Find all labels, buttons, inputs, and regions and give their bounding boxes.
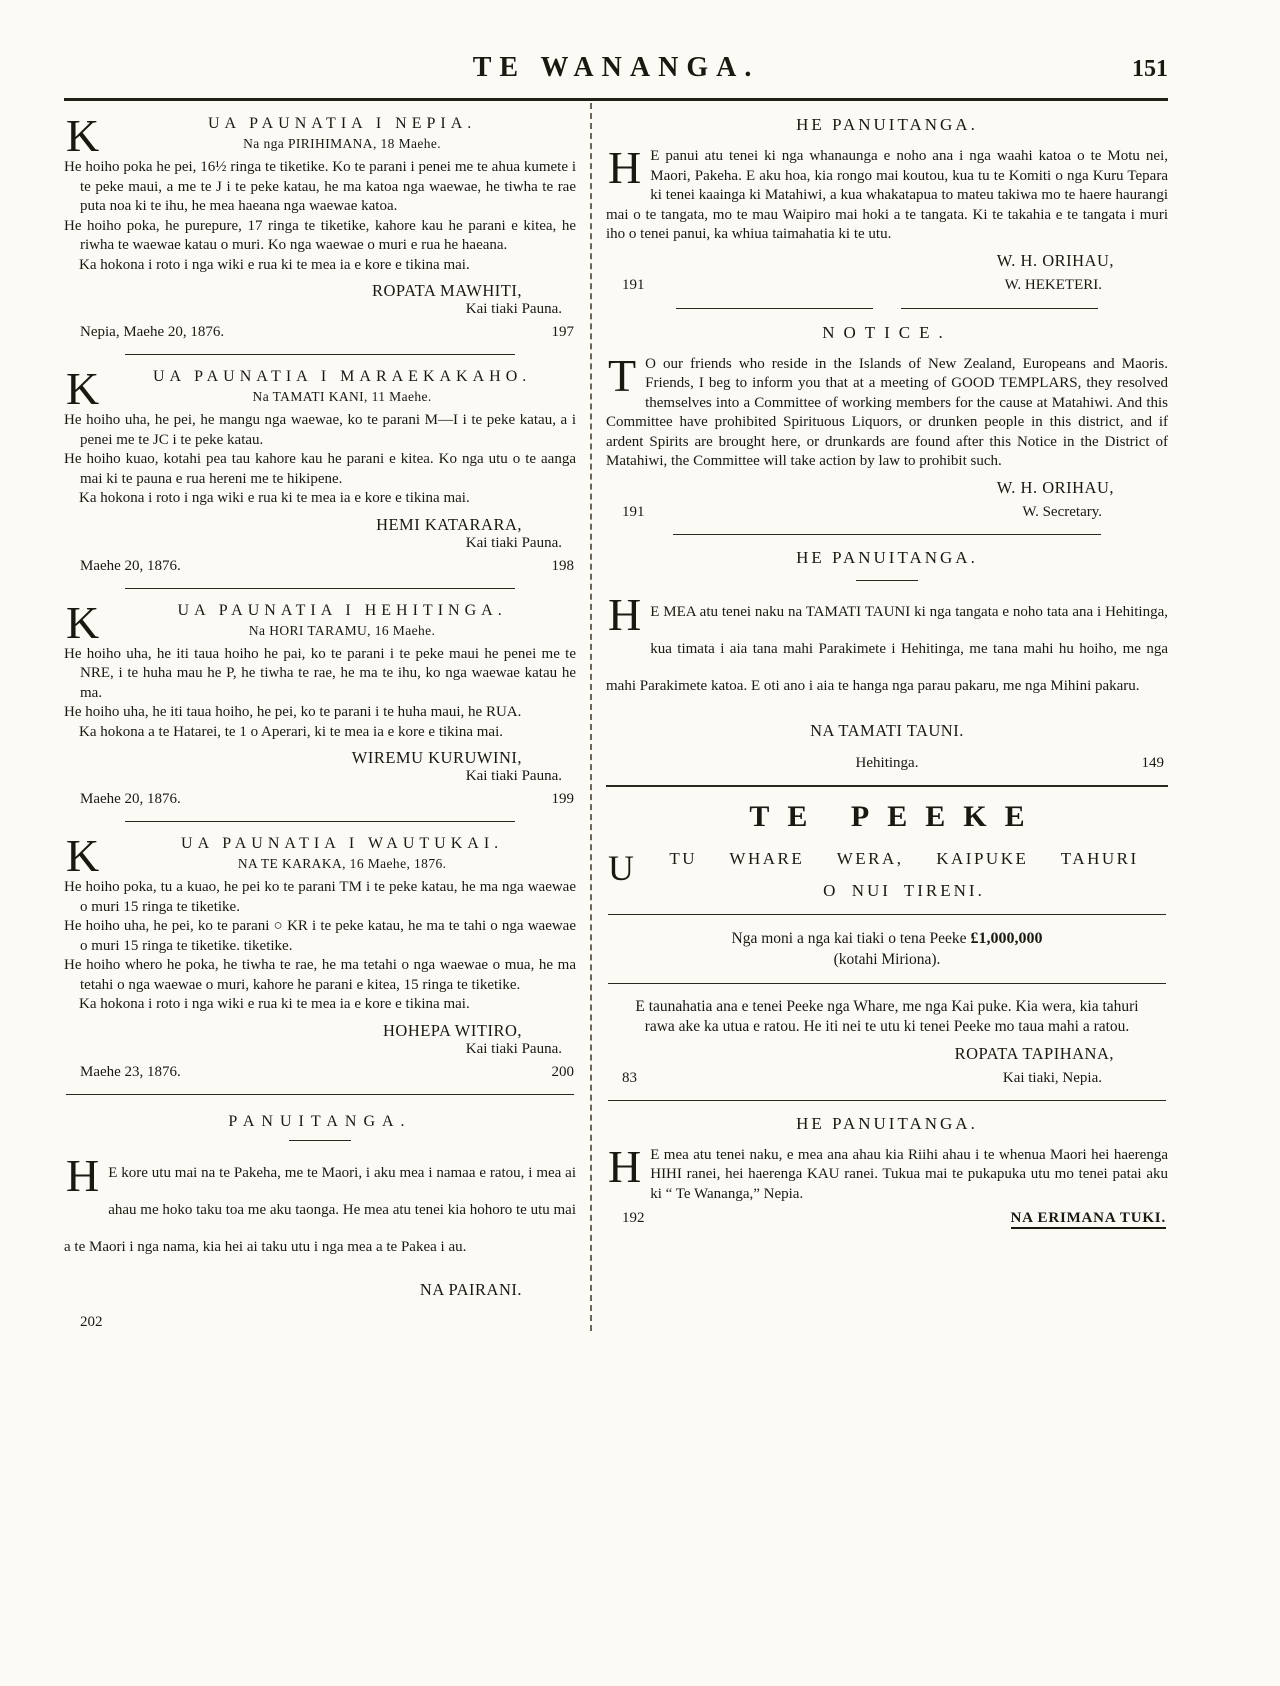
notice-number: 192 xyxy=(622,1210,645,1226)
notice-heading-block xyxy=(64,830,576,881)
notice-text: E MEA atu tenei naku na TAMATI TAUNI ki nga tangata e noho tata ana i Hehitinga, kua timata i aia tana mahi Parakimete i Hehitinga, me tana mahi hu hoiho, me nga mahi Parakimete katoa. E oti ano i aia te hanga nga parau pakaru, me nga Mihini pakaru. xyxy=(606,603,1168,694)
dropcap-letter: K xyxy=(66,110,100,161)
masthead xyxy=(64,52,1168,94)
notice-text: E kore utu mai na te Pakeha, me te Maori, i aku mea i namaa e ratou, i mea ai ahau me hoko taku toa me aku taonga. He mea atu tenei kia hohoro te utu mai a te Maori i nga nama, kia hei ai taku utu i nga mea a te Pakea i au. xyxy=(64,1164,576,1255)
signature-role: Kai tiaki Pauna. xyxy=(465,301,562,317)
notice-footer xyxy=(64,558,576,575)
advert-capital-line xyxy=(606,928,1168,970)
signature-role: W. HEKETERI. xyxy=(1004,276,1102,293)
notice-paragraph: Ka hokona i roto i nga wiki e rua ki te mea ia e kore e tikina mai. xyxy=(79,996,470,1012)
horizontal-rule xyxy=(606,785,1168,787)
notice-paragraph: He hoiho uha, he iti taua hoiho, he pei, ko te parani i te huha maui, he RUA. xyxy=(64,704,522,720)
notice-heading: HE PANUITANGA. xyxy=(796,115,978,134)
notice-heading-block xyxy=(64,596,576,648)
dropcap-letter: H xyxy=(608,588,642,640)
signature-name: HOHEPA WITIRO, xyxy=(382,1020,522,1040)
notice-byline: Na nga PIRIHIMANA, 18 Maehe. xyxy=(243,136,442,151)
notice-footer xyxy=(606,1210,1168,1229)
notice-heading: UA PAUNATIA I NEPIA. xyxy=(207,115,477,132)
horizontal-rule xyxy=(125,354,514,355)
notice-footer xyxy=(64,1314,576,1331)
signature-name: W. H. ORIHAU, xyxy=(996,250,1114,270)
heading-rule xyxy=(856,580,918,581)
dropcap-letter: U xyxy=(608,847,634,888)
notice-date: Nepia, Maehe 20, 1876. xyxy=(80,324,225,340)
notice-heading-block xyxy=(64,363,576,414)
dropcap-letter: K xyxy=(66,596,100,648)
notice-paragraph: He hoiho kuao, kotahi pea tau kahore kau he parani e kitea. Ko nga utu o te aanga mai ki te pauna e rua hereni me te hikipene. xyxy=(64,451,576,487)
notice-number: 198 xyxy=(551,557,574,574)
left-column xyxy=(64,103,580,1331)
signature-name: NA ERIMANA TUKI. xyxy=(1011,1210,1166,1229)
dropcap-letter: H xyxy=(66,1149,100,1201)
notice-paragraph xyxy=(606,1140,1168,1205)
notice-paragraph: He hoiho poka he pei, 16½ ringa te tiketike. Ko te parani i penei me te ahua kumete i te peke maui, a me te J i te peke katau, he ma katoa nga waewae, he tiwha te rae puta noa ki te ihu, he mea haeana nga waewae katoa. xyxy=(64,159,576,214)
advert-subtitle-block xyxy=(606,846,1168,901)
notice-paragraph: He hoiho uha, he pei, ko te parani ○ KR i te peke katau, he ma te tahi o nga waewae o muri 15 ringa te tiketike. tiketike. xyxy=(64,918,576,954)
signature-name: ROPATA TAPIHANA, xyxy=(954,1043,1114,1063)
signature-role: Kai tiaki Pauna. xyxy=(465,534,562,551)
dropcap-letter: H xyxy=(608,1140,642,1192)
notice-footer xyxy=(606,1070,1168,1087)
horizontal-rule xyxy=(125,588,514,589)
signature-name: WIREMU KURUWINI, xyxy=(351,748,522,767)
columns xyxy=(64,103,1168,1331)
notice-paragraph: He hoiho poka, he purepure, 17 ringa te tiketike, kahore kau he parani e kitea, he riwha te waewae katau o muri. Ko nga waewae o muri e rua he haeana. xyxy=(64,217,576,253)
notice-paragraph: He hoiho whero he poka, he tiwha te rae, he ma tetahi o nga waewae o mua, he ma tetahi o nga waewae o muri, kahore he parani e kitea, 15 ringa te tiketike. xyxy=(64,957,576,993)
notice-footer xyxy=(606,504,1168,521)
signature-role: Kai tiaki, Nepia. xyxy=(1002,1069,1102,1086)
notice-number: 191 xyxy=(622,276,645,293)
advert-subtitle-line2: O NUI TIRENI. xyxy=(823,880,985,900)
notice-byline: NA TE KARAKA, 16 Maehe, 1876. xyxy=(237,856,447,871)
notice-byline: Na HORI TARAMU, 16 Maehe. xyxy=(248,622,436,638)
signature-role: Kai tiaki Pauna. xyxy=(465,1040,562,1057)
notice-te-peeke xyxy=(606,800,1168,1087)
signature-name: NA TAMATI TAUNI. xyxy=(810,720,964,740)
notice-paragraph: He hoiho uha, he iti taua hoiho he pai, ko te parani i te peke maui he penei me te NRE, i te huha mau he P, he tiwha te rae, he ma te ihu, ko nga waewae katau he ma. xyxy=(64,645,576,701)
signature-name: W. H. ORIHAU, xyxy=(996,477,1114,497)
notice-place: Hehitinga. xyxy=(855,754,919,771)
dropcap-letter: K xyxy=(66,363,100,414)
notice-paragraph xyxy=(606,588,1168,705)
dropcap-letter: H xyxy=(608,142,642,193)
notice-good-templars xyxy=(606,323,1168,521)
notice-paragraph: Ka hokona a te Hatarei, te 1 o Aperari, ki te mea ia e kore e tikina mai. xyxy=(79,723,503,740)
horizontal-rule-pair xyxy=(676,308,1098,309)
signature-role: Kai tiaki Pauna. xyxy=(465,768,562,784)
notice-footer xyxy=(606,755,1168,772)
notice-footer xyxy=(606,277,1168,294)
notice-paunatia-wautukai xyxy=(64,830,576,1081)
signature-role: W. Secretary. xyxy=(1022,503,1102,520)
horizontal-rule xyxy=(608,983,1166,984)
notice-paragraph xyxy=(606,142,1168,245)
notice-heading: UA PAUNATIA I WAUTUKAI. xyxy=(181,835,504,852)
notice-byline: Na TAMATI KANI, 11 Maehe. xyxy=(252,389,432,404)
newspaper-title: TE WANANGA. xyxy=(472,52,760,83)
horizontal-rule xyxy=(66,1094,574,1095)
capital-amount: £1,000,000 xyxy=(970,929,1043,947)
notice-heading: UA PAUNATIA I MARAEKAKAHO. xyxy=(152,368,532,385)
notice-paragraph xyxy=(606,349,1168,472)
advert-title: TE PEEKE xyxy=(749,799,1043,833)
notice-text: O our friends who reside in the Islands of New Zealand, Europeans and Maoris. Friends, I beg to inform you that at a meeting of GOOD TEMPLARS, they resolved themselves into a Committee of working members for the cause at Matahiwi. And this Committee have prohibited Spirituous Liquors, or drunken people in this district, and if ardent Spirits are brought here, or drunkards are found after this Notice in the District of Matahiwi, the Committee will take action by law to prohibit such. xyxy=(606,355,1168,469)
notice-number: 83 xyxy=(622,1069,637,1086)
horizontal-rule xyxy=(608,914,1166,915)
notice-paragraph: Ka hokona i roto i nga wiki e rua ki te mea ia e kore e tikina mai. xyxy=(79,256,470,273)
notice-footer xyxy=(64,791,576,808)
notice-paragraph xyxy=(64,1149,576,1266)
notice-footer xyxy=(64,324,576,341)
notice-panuitanga-pairani xyxy=(64,1113,576,1331)
masthead-rule xyxy=(64,98,1168,101)
notice-he-panuitanga-tauni xyxy=(606,548,1168,772)
signature-name: HEMI KATARARA, xyxy=(376,514,522,534)
notice-heading-block xyxy=(64,110,576,161)
notice-paragraph: Ka hokona i roto i nga wiki e rua ki te mea ia e kore e tikina mai. xyxy=(79,490,470,506)
notice-paragraph: He hoiho poka, tu a kuao, he pei ko te parani TM i te peke katau, he ma nga waewae o muri 15 ringa te tiketike. xyxy=(64,879,576,915)
capital-text: Nga moni a nga kai tiaki o tena Peeke xyxy=(731,929,967,947)
notice-paragraph: He hoiho uha, he pei, he mangu nga waewae, ko te parani M—I i te peke katau, a i penei me te JC i te peke katau. xyxy=(64,412,576,448)
notice-number: 200 xyxy=(551,1063,574,1080)
signature-name: NA PAIRANI. xyxy=(419,1279,522,1299)
notice-number: 202 xyxy=(80,1313,103,1330)
notice-number: 149 xyxy=(1141,754,1164,771)
notice-number: 199 xyxy=(551,791,574,807)
notice-date: Maehe 23, 1876. xyxy=(80,1063,181,1080)
notice-heading: NOTICE. xyxy=(822,322,952,342)
horizontal-rule xyxy=(673,534,1100,535)
capital-note: (kotahi Miriona). xyxy=(833,950,941,968)
notice-footer xyxy=(64,1064,576,1081)
notice-number: 197 xyxy=(551,324,574,340)
notice-number: 191 xyxy=(622,503,645,520)
horizontal-rule xyxy=(608,1100,1166,1101)
dropcap-letter: T xyxy=(608,349,637,401)
notice-paunatia-nepia xyxy=(64,110,576,341)
right-column xyxy=(604,103,1168,1331)
notice-text: E mea atu tenei naku, e mea ana ahau kia Riihi ahau i te whenua Maori hei haerenga HIHI ranei, hei haerenga KAU ranei. Tukua mai te pukapuka utu mo tenei patai aku ki “ Te Wananga,” Nepia. xyxy=(650,1146,1168,1202)
notice-he-panuitanga-tuki xyxy=(606,1114,1168,1230)
notice-paunatia-maraekakaho xyxy=(64,363,576,575)
notice-heading: HE PANUITANGA. xyxy=(796,1113,978,1133)
notice-date: Maehe 20, 1876. xyxy=(80,791,181,807)
notice-text: E panui atu tenei ki nga whanaunga e noho ana i nga waahi katoa o te Motu nei, Maori, Pakeha. E aku hoa, kia rongo mai koutou, kua tu te Komiti o nga Kuru Tepara ki tenei kaainga ki Matahiwi, a kua whakatapua to mateu takiwa mo te haere haurangi mai o te tangata, mo te mau Waipiro mai hoki a te tangata. Ki te takahia e te tangata i muri iho o tenei panui, ka whiua taimahatia ki te utu. xyxy=(606,148,1168,242)
notice-heading: HE PANUITANGA. xyxy=(796,547,978,567)
notice-heading: UA PAUNATIA I HEHITINGA. xyxy=(177,601,507,619)
dropcap-letter: K xyxy=(66,830,100,881)
advert-subtitle: TU WHARE WERA, KAIPUKE TAHURI xyxy=(669,848,1139,868)
notice-he-panuitanga-orihau xyxy=(606,115,1168,294)
advert-body: E taunahatia ana e tenei Peeke nga Whare, me nga Kai puke. Kia wera, kia tahuri rawa ake ka utua e ratou. He iti nei te utu ki tenei Peeke mo taua mahi a ratou. xyxy=(635,997,1139,1035)
signature-name: ROPATA MAWHITI, xyxy=(371,281,522,300)
column-divider xyxy=(590,103,592,1331)
horizontal-rule xyxy=(125,821,514,822)
notice-paunatia-hehitinga xyxy=(64,596,576,809)
notice-date: Maehe 20, 1876. xyxy=(80,557,181,574)
page-number: 151 xyxy=(1132,56,1168,82)
heading-rule xyxy=(289,1140,351,1141)
notice-heading: PANUITANGA. xyxy=(228,1112,412,1130)
